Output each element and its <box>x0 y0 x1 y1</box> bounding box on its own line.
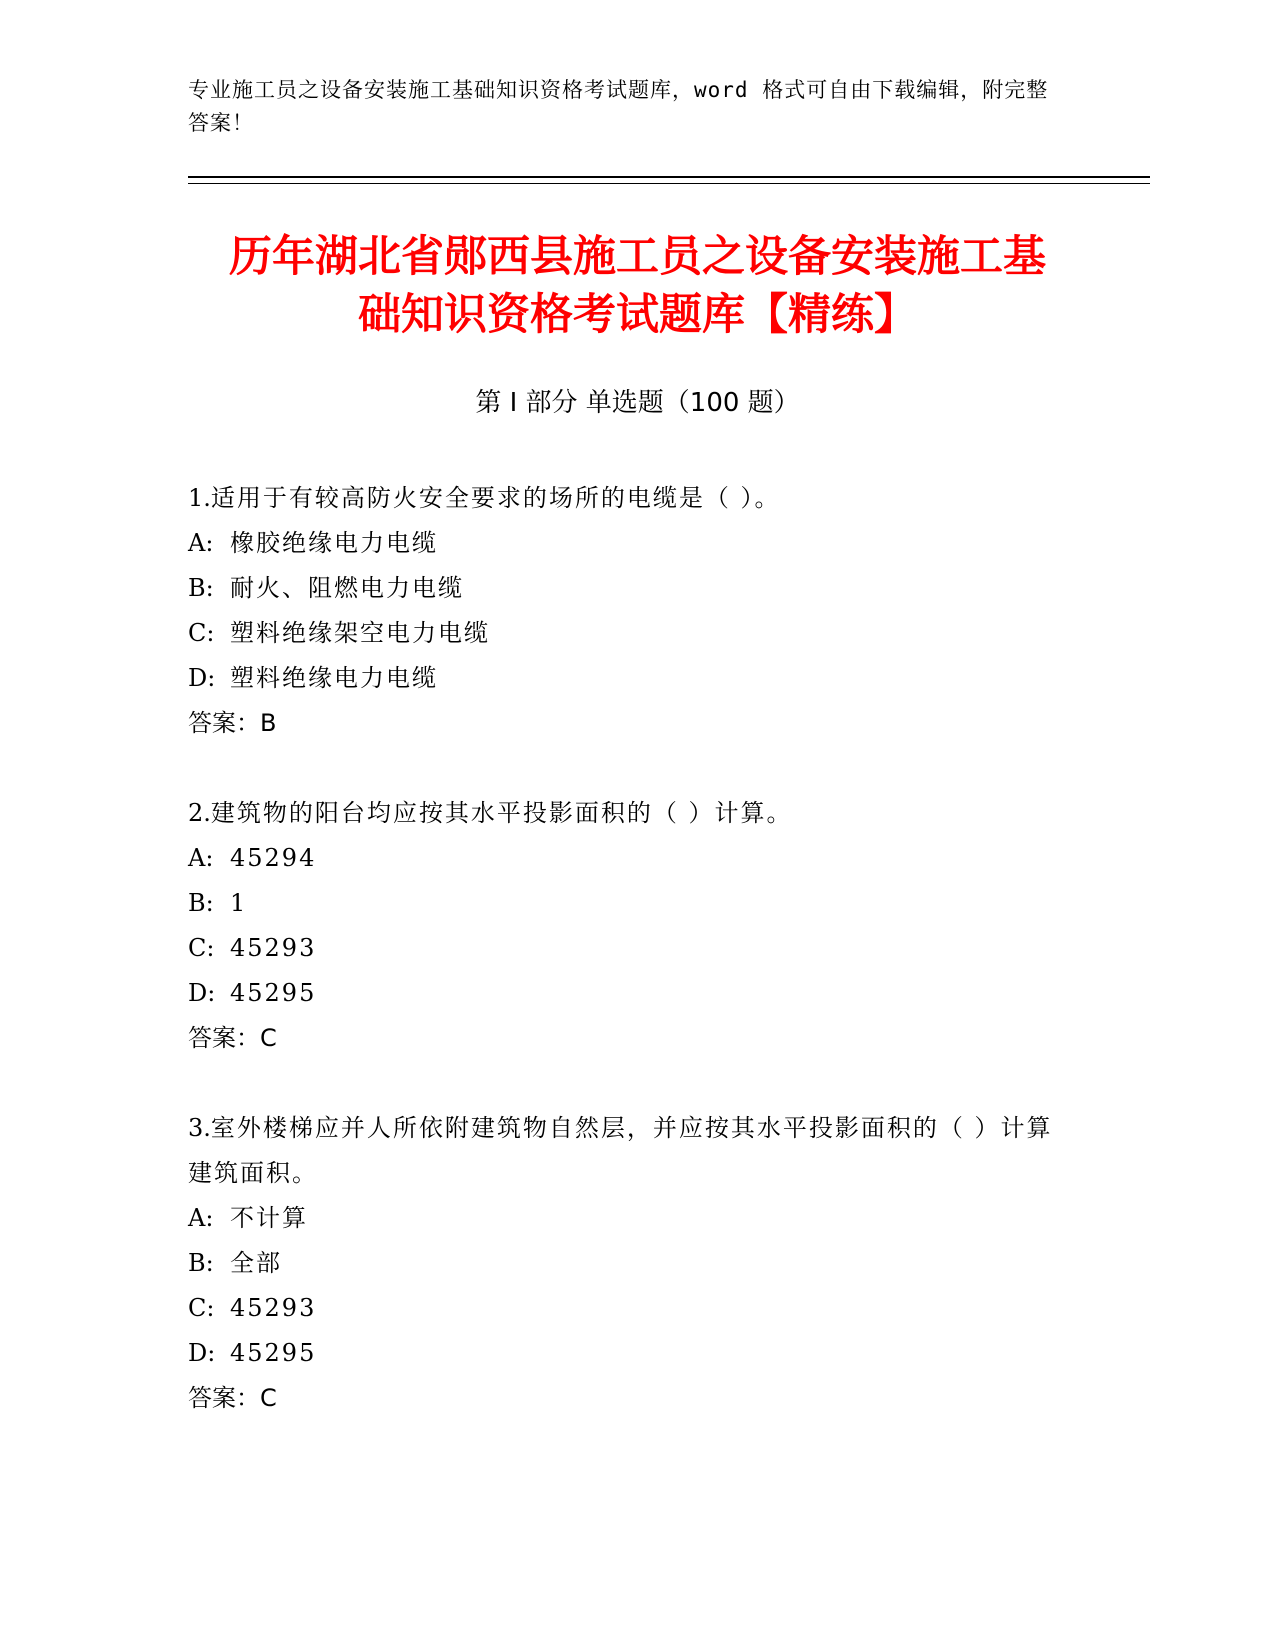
option-letter: C: <box>188 1294 215 1322</box>
document-title <box>150 228 1125 344</box>
section-title: 第 I 部分 单选题（100 题） <box>475 388 800 418</box>
option-text: 耐火、阻燃电力电缆 <box>230 574 464 602</box>
option-b <box>188 881 1068 926</box>
option-letter: B: <box>188 1249 214 1277</box>
option-letter: D: <box>188 664 216 692</box>
option-c <box>188 611 1068 656</box>
option-c <box>188 926 1068 971</box>
answer-label: 答案： <box>188 1024 260 1052</box>
option-b <box>188 566 1068 611</box>
option-c <box>188 1286 1068 1331</box>
option-letter: A: <box>188 529 214 557</box>
option-letter: C: <box>188 934 215 962</box>
question-number: 1. <box>188 484 211 512</box>
answer-value: B <box>260 709 277 737</box>
option-d <box>188 971 1068 1016</box>
question-2 <box>188 791 1068 1061</box>
question-list <box>188 476 1068 1466</box>
option-text: 全部 <box>230 1249 282 1277</box>
option-letter: A: <box>188 844 214 872</box>
option-a <box>188 836 1068 881</box>
option-text: 不计算 <box>230 1204 308 1232</box>
question-number: 3. <box>188 1114 211 1142</box>
option-letter: B: <box>188 574 214 602</box>
answer-label: 答案： <box>188 709 260 737</box>
option-letter: D: <box>188 979 216 1007</box>
option-text: 塑料绝缘架空电力电缆 <box>230 619 490 647</box>
option-text: 橡胶绝缘电力电缆 <box>230 529 438 557</box>
option-text: 45295 <box>230 979 317 1007</box>
title-line-2: 础知识资格考试题库【精练】 <box>358 290 917 340</box>
answer-line <box>188 701 1068 746</box>
question-stem: 室外楼梯应并人所依附建筑物自然层，并应按其水平投影面积的（ ）计算建筑面积。 <box>188 1114 1053 1187</box>
header-rule-thin <box>188 183 1150 184</box>
option-text: 1 <box>230 889 248 917</box>
answer-label: 答案： <box>188 1384 260 1412</box>
option-letter: B: <box>188 889 214 917</box>
option-letter: C: <box>188 619 215 647</box>
option-letter: A: <box>188 1204 214 1232</box>
header-rule-thick <box>188 176 1150 178</box>
title-line-1: 历年湖北省郧西县施工员之设备安装施工基 <box>229 232 1046 282</box>
option-d <box>188 1331 1068 1376</box>
question-text <box>188 476 1068 521</box>
option-b <box>188 1241 1068 1286</box>
option-letter: D: <box>188 1339 216 1367</box>
answer-line <box>188 1376 1068 1421</box>
header-note: 专业施工员之设备安装施工基础知识资格考试题库，word 格式可自由下载编辑，附完整答案！ <box>188 78 1049 135</box>
question-stem: 适用于有较高防火安全要求的场所的电缆是（ ）。 <box>210 484 781 512</box>
option-text: 45294 <box>230 844 317 872</box>
answer-value: C <box>260 1024 277 1052</box>
answer-line <box>188 1016 1068 1061</box>
question-stem: 建筑物的阳台均应按其水平投影面积的（ ）计算。 <box>210 799 793 827</box>
option-text: 45293 <box>230 934 317 962</box>
option-text: 45293 <box>230 1294 317 1322</box>
option-text: 塑料绝缘电力电缆 <box>230 664 438 692</box>
option-a <box>188 1196 1068 1241</box>
question-text <box>188 1106 1068 1196</box>
option-text: 45295 <box>230 1339 317 1367</box>
question-3 <box>188 1106 1068 1421</box>
answer-value: C <box>260 1384 277 1412</box>
question-number: 2. <box>188 799 211 827</box>
question-1 <box>188 476 1068 746</box>
question-text <box>188 791 1068 836</box>
option-a <box>188 521 1068 566</box>
option-d <box>188 656 1068 701</box>
